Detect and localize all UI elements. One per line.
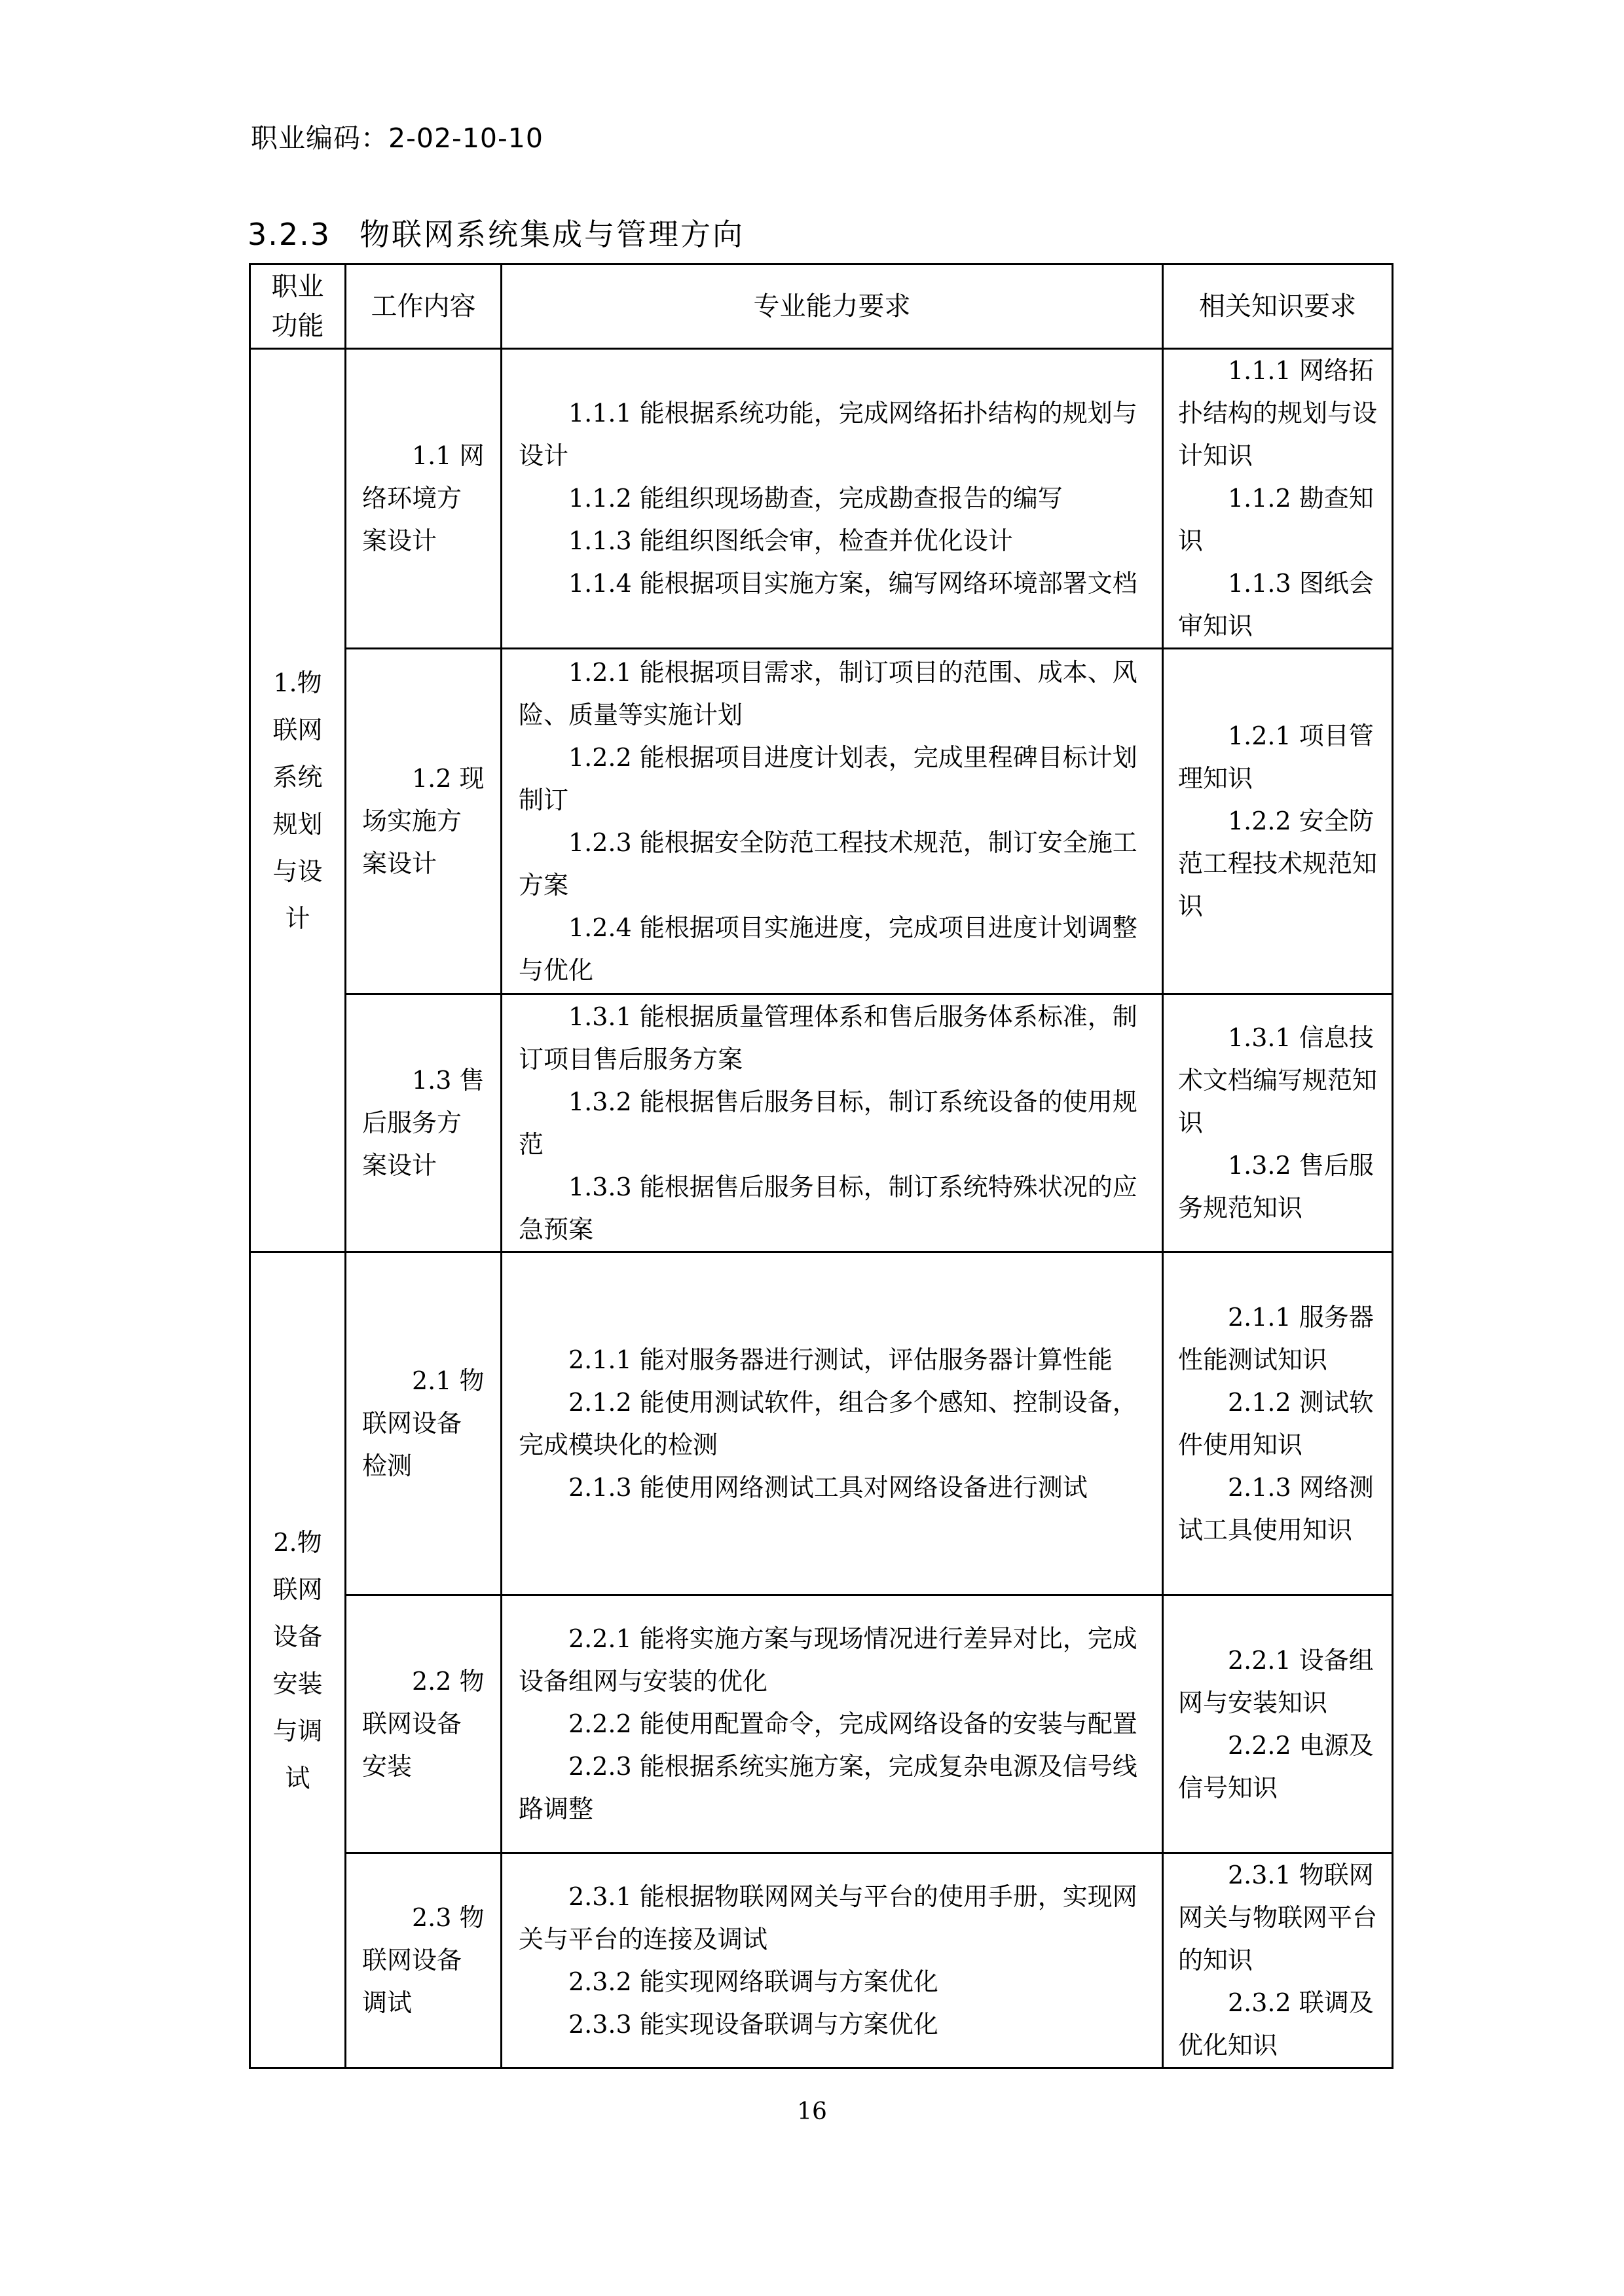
table-row	[250, 994, 1393, 1252]
knowledge-cell	[1163, 649, 1393, 994]
ability-cell	[502, 649, 1163, 994]
ability-item: 1.1.3 能组织图纸会审，检查并优化设计	[568, 526, 1013, 555]
knowledge-item: 1.3.1 信息技术文档编写规范知识	[1178, 1023, 1378, 1137]
header-work-content: 工作内容	[346, 264, 502, 349]
knowledge-item: 1.1.2 勘查知识	[1178, 484, 1374, 555]
work-label: 2.2 物联网设备安装	[362, 1667, 485, 1781]
header-function-line1: 职业	[271, 272, 324, 302]
header-function	[250, 264, 346, 349]
knowledge-item: 1.2.1 项目管理知识	[1178, 721, 1374, 793]
work-cell	[346, 1252, 502, 1595]
knowledge-cell	[1163, 994, 1393, 1252]
knowledge-item: 1.1.3 图纸会审知识	[1178, 569, 1374, 640]
function-cell-1	[250, 349, 346, 1252]
occupation-code: 职业编码：2-02-10-10	[251, 122, 544, 154]
table-row	[250, 649, 1393, 994]
section-number: 3.2.3	[248, 217, 331, 252]
ability-item: 2.2.2 能使用配置命令，完成网络设备的安装与配置	[568, 1709, 1137, 1738]
ability-item: 1.3.3 能根据售后服务目标，制订系统特殊状况的应急预案	[519, 1172, 1137, 1244]
ability-cell	[502, 349, 1163, 649]
work-label: 2.3 物联网设备调试	[362, 1903, 485, 2017]
work-label: 1.3 售后服务方案设计	[362, 1066, 485, 1180]
knowledge-cell	[1163, 1595, 1393, 1853]
knowledge-item: 2.2.2 电源及信号知识	[1178, 1730, 1374, 1802]
header-function-line2: 功能	[271, 311, 324, 341]
knowledge-cell	[1163, 1252, 1393, 1595]
work-cell	[346, 349, 502, 649]
ability-item: 2.3.3 能实现设备联调与方案优化	[568, 2009, 938, 2039]
knowledge-item: 2.1.1 服务器性能测试知识	[1178, 1302, 1374, 1374]
ability-item: 2.1.2 能使用测试软件，组合多个感知、控制设备，完成模块化的检测	[519, 1387, 1137, 1459]
ability-item: 2.1.3 能使用网络测试工具对网络设备进行测试	[568, 1472, 1088, 1502]
ability-item: 1.2.3 能根据安全防范工程技术规范，制订安全施工方案	[519, 828, 1137, 900]
competency-table	[249, 263, 1393, 2069]
section-title: 物联网系统集成与管理方向	[360, 217, 745, 252]
work-label: 1.1 网络环境方案设计	[362, 441, 485, 555]
ability-cell	[502, 1595, 1163, 1853]
ability-item: 2.3.2 能实现网络联调与方案优化	[568, 1967, 938, 1996]
knowledge-item: 2.3.2 联调及优化知识	[1178, 1988, 1374, 2060]
function-label: 1.物联网系统规划与设计	[272, 668, 323, 933]
knowledge-cell	[1163, 1853, 1393, 2068]
knowledge-item: 1.1.1 网络拓扑结构的规划与设计知识	[1178, 356, 1378, 470]
work-cell	[346, 1853, 502, 2068]
ability-item: 2.1.1 能对服务器进行测试，评估服务器计算性能	[568, 1345, 1113, 1374]
ability-cell	[502, 1853, 1163, 2068]
section-heading	[248, 211, 745, 254]
ability-item: 1.2.2 能根据项目进度计划表，完成里程碑目标计划制订	[519, 742, 1137, 814]
work-cell	[346, 649, 502, 994]
work-cell	[346, 994, 502, 1252]
ability-item: 1.3.2 能根据售后服务目标，制订系统设备的使用规范	[519, 1087, 1137, 1159]
knowledge-item: 1.3.2 售后服务规范知识	[1178, 1151, 1374, 1222]
ability-item: 1.2.1 能根据项目需求，制订项目的范围、成本、风险、质量等实施计划	[519, 657, 1137, 729]
knowledge-item: 2.3.1 物联网网关与物联网平台的知识	[1178, 1861, 1378, 1975]
knowledge-item: 2.2.1 设备组网与安装知识	[1178, 1645, 1374, 1717]
function-label: 2.物联网设备安装与调试	[272, 1527, 323, 1793]
table-header-row	[250, 264, 1393, 349]
table-row	[250, 1595, 1393, 1853]
ability-item: 2.2.1 能将实施方案与现场情况进行差异对比，完成设备组网与安装的优化	[519, 1624, 1137, 1696]
work-cell	[346, 1595, 502, 1853]
ability-item: 1.1.4 能根据项目实施方案，编写网络环境部署文档	[568, 569, 1137, 598]
ability-cell	[502, 1252, 1163, 1595]
ability-cell	[502, 994, 1163, 1252]
table-row	[250, 349, 1393, 649]
ability-item: 2.2.3 能根据系统实施方案，完成复杂电源及信号线路调整	[519, 1752, 1137, 1823]
work-label: 2.1 物联网设备检测	[362, 1366, 485, 1480]
header-knowledge: 相关知识要求	[1163, 264, 1393, 349]
work-label: 1.2 现场实施方案设计	[362, 764, 485, 878]
table-row	[250, 1252, 1393, 1595]
table-row	[250, 1853, 1393, 2068]
knowledge-item: 1.2.2 安全防范工程技术规范知识	[1178, 807, 1378, 920]
knowledge-item: 2.1.2 测试软件使用知识	[1178, 1387, 1374, 1459]
page-number: 16	[797, 2098, 827, 2125]
ability-item: 1.3.1 能根据质量管理体系和售后服务体系标准，制订项目售后服务方案	[519, 1002, 1137, 1074]
function-cell-2	[250, 1252, 346, 2068]
knowledge-item: 2.1.3 网络测试工具使用知识	[1178, 1472, 1374, 1544]
ability-item: 1.1.2 能组织现场勘查，完成勘查报告的编写	[568, 484, 1063, 513]
ability-item: 2.3.1 能根据物联网网关与平台的使用手册，实现网关与平台的连接及调试	[519, 1882, 1137, 1954]
ability-item: 1.2.4 能根据项目实施进度，完成项目进度计划调整与优化	[519, 913, 1137, 985]
knowledge-cell	[1163, 349, 1393, 649]
header-ability: 专业能力要求	[502, 264, 1163, 349]
ability-item: 1.1.1 能根据系统功能，完成网络拓扑结构的规划与设计	[519, 399, 1137, 470]
